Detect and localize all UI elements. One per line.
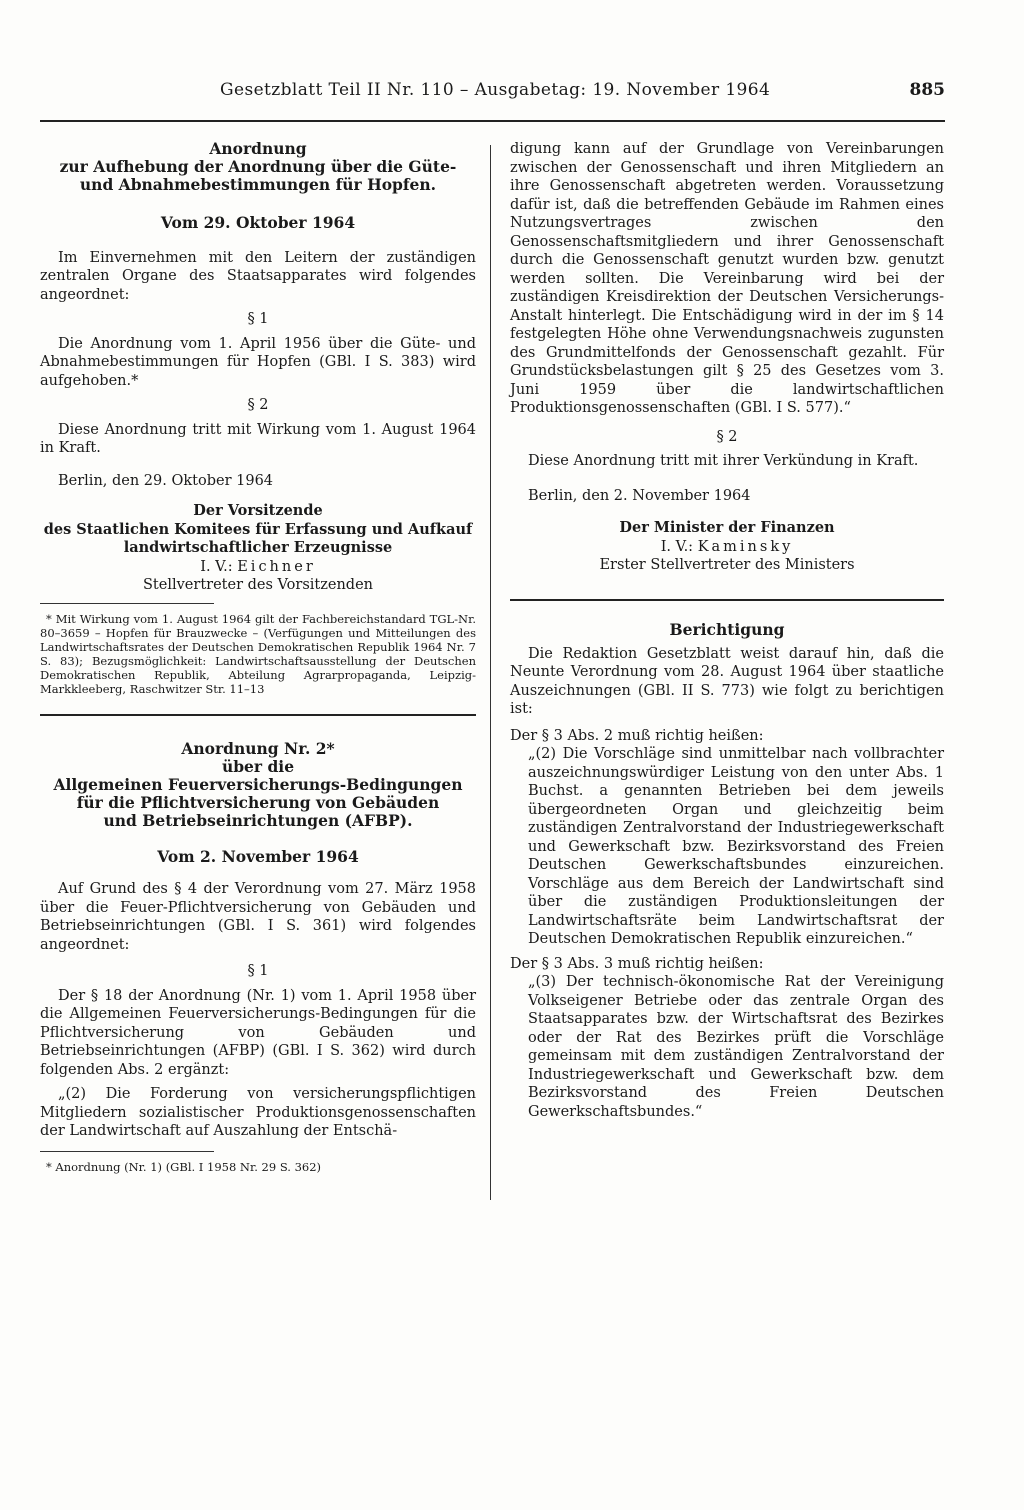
section-divider <box>510 599 944 601</box>
doc2-section-2: § 2 <box>716 428 738 445</box>
doc1-signer-role: Stellvertreter des Vorsitzenden <box>143 577 373 593</box>
doc1-title-line: zur Aufhebung der Anordnung über die Güte- <box>59 157 457 176</box>
doc2-signer <box>510 538 944 557</box>
doc2-signature-line: Der Minister der Finanzen <box>619 519 835 536</box>
doc2-section-2-text: Diese Anordnung tritt mit ihrer Verkündung in Kraft. <box>528 453 919 469</box>
doc2-date: Vom 2. November 1964 <box>157 846 359 866</box>
doc2-title-line: Allgemeinen Feuerversicherungs-Bedingungen <box>53 774 463 794</box>
signer-name: Eichner <box>237 558 316 575</box>
doc2-title-line: über die <box>221 756 295 776</box>
iv-prefix: I. V.: <box>200 558 233 575</box>
doc1-title-line: Anordnung <box>209 139 307 158</box>
signer-name: Kaminsky <box>697 538 794 555</box>
doc2-title-line: Anordnung Nr. 2* <box>181 738 335 758</box>
doc1-section-2: § 2 <box>247 397 269 413</box>
doc2-footnote: * Anordnung (Nr. 1) (GBl. I 1958 Nr. 29 S. 362) <box>46 1159 322 1174</box>
correction-section <box>510 621 944 1122</box>
doc1-intro: Im Einvernehmen mit den Leitern der zuständigen zentralen Organe des Staatsapparates wird folgendes angeordnet: <box>40 249 476 303</box>
doc2-place-date: Berlin, den 2. November 1964 <box>528 487 751 504</box>
doc1-signer <box>40 558 476 577</box>
correction-quote-1: „(2) Die Vorschläge sind unmittelbar nach vollbrachter auszeichnungswürdiger Leistung von den unter Abs. 1 Buchst. a genannten Betrieben bei dem jeweils übergeordneten Organ und gleichzeitig beim zuständigen Zentralvorstand der Industriegewerkschaft und Gewerkschaft bzw. Bezirksvorstand des Freien Deutschen Gewerkschaftsbundes einzureichen. Vorschläge aus dem Bereich der Landwirtschaft sind über die zuständigen Produktionsleitungen der Landwirtschaftsräte beim Landwirtschaftsrat der Deutschen Demokratischen Republik einzureichen.“ <box>528 746 944 947</box>
doc1-place-date: Berlin, den 29. Oktober 1964 <box>58 472 274 489</box>
correction-lead-1: Der § 3 Abs. 2 muß richtig heißen: <box>510 727 764 744</box>
doc2-signer-role: Erster Stellvertreter des Ministers <box>599 557 855 573</box>
doc1-section-1: § 1 <box>247 311 269 327</box>
doc1-signature-line: Der Vorsitzende <box>193 502 323 519</box>
doc1-section-1-text: Die Anordnung vom 1. April 1956 über die Güte- und Abnahmebestimmungen für Hopfen (GBl. I S. 383) wird aufgehoben.* <box>40 335 476 389</box>
doc1-title <box>40 140 476 194</box>
doc2-section-1: § 1 <box>247 963 269 979</box>
doc2-section-1-text: Der § 18 der Anordnung (Nr. 1) vom 1. April 1958 über die Allgemeinen Feuerversicherungs-Bedingungen für die Pflichtversicherung von Gebäuden und Betriebseinrichtungen (AFBP) (GBl. I S. 362) wird durch folgenden Abs. 2 ergänzt: <box>40 987 476 1078</box>
doc2-title-line: für die Pflichtversicherung von Gebäuden <box>76 792 440 812</box>
doc1-signature-line: landwirtschaftlicher Erzeugnisse <box>123 539 393 556</box>
correction-quote-2: „(3) Der technisch-ökonomische Rat der Vereinigung Volkseigener Betriebe oder das zentrale Organ des Staatsapparates bzw. der Wirtschaftsrat des Bezirkes oder der Rat des Bezirkes prüft die Vorschläge gemeinsam mit dem zuständigen Zentralvorstand der Industriegewerkschaft und Gewerkschaft bzw. dem Bezirksvorstand des Freien Deutschen Gewerkschaftsbundes.“ <box>528 974 944 1120</box>
doc2-quote-continued: digung kann auf der Grundlage von Vereinbarungen zwischen der Genossenschaft und ihren Mitgliedern an ihre Genossenschaft abgetreten werden. Voraussetzung dafür ist, daß die betreffenden Gebäude im Rahmen eines Nutzungsvertrages zwischen den Genossenschaftsmitgliedern und ihrer Genossenschaft durch die Genossenschaft genutzt wurden bzw. genutzt werden sollten. Die Vereinbarung wird bei der zuständigen Kreisdirektion der Deutschen Versicherungs-Anstalt hinterlegt. Die Entschädigung wird in der im § 14 festgelegten Höhe ohne Verwendungsnachweis zugunsten des Grundmittelfonds der Genossenschaft gezahlt. Für Grundstücksbelastungen gilt § 25 des Gesetzes vom 3. Juni 1959 über die landwirtschaftlichen Produktionsgenossenschaften (GBl. I S. 577).“ <box>510 141 944 416</box>
header-title: Gesetzblatt Teil II Nr. 110 – Ausgabetag: 19. November 1964 <box>220 80 771 100</box>
doc1-footnote: * Mit Wirkung vom 1. August 1964 gilt der Fachbereichstandard TGL-Nr. 80–3659 – Hopfen für Brauzwecke – (Verfügungen und Mitteilungen des Landwirtschaftsrates der Deutschen Demokratischen Republik 1964 Nr. 7 S. 83); Bezugsmöglichkeit: Landwirtschaftsausstellung der Deutschen Demokratischen Republik, Abteilung Agrarpropaganda, Leipzig-Markkleeberg, Raschwitzer Str. 11–13 <box>40 611 476 696</box>
header-rule <box>40 120 945 122</box>
page-number: 885 <box>909 80 945 100</box>
right-column <box>510 140 944 1121</box>
doc2-intro: Auf Grund des § 4 der Verordnung vom 27. März 1958 über die Feuer-Pflichtversicherung von Gebäuden und Betriebseinrichtungen (GBl. I S. 361) wird folgendes angeordnet: <box>40 881 476 953</box>
left-column <box>40 140 476 1174</box>
doc1-signature <box>40 502 476 595</box>
doc2-title-line: und Betriebseinrichtungen (AFBP). <box>103 810 413 830</box>
section-divider <box>40 714 476 716</box>
footnote-rule <box>40 1151 214 1152</box>
doc1-date: Vom 29. Oktober 1964 <box>160 213 356 232</box>
doc2-signature <box>510 519 944 575</box>
page-header <box>40 76 945 106</box>
doc2-quote-start: „(2) Die Forderung von versicherungspflichtigen Mitgliedern sozialistischer Produktionsgenossenschaften der Landwirtschaft auf Auszahlung der Entschä- <box>40 1086 476 1139</box>
iv-prefix: I. V.: <box>660 538 694 555</box>
doc2-title <box>40 740 476 830</box>
correction-intro: Die Redaktion Gesetzblatt weist darauf hin, daß die Neunte Verordnung vom 28. August 1964 über staatliche Auszeichnungen (GBl. II S. 773) wie folgt zu berichtigen ist: <box>510 645 944 717</box>
doc1-title-line: und Abnahmebestimmungen für Hopfen. <box>79 175 437 194</box>
correction-lead-2: Der § 3 Abs. 3 muß richtig heißen: <box>510 955 764 972</box>
doc1-signature-line: des Staatlichen Komitees für Erfassung und Aufkauf <box>43 520 473 538</box>
footnote-rule <box>40 603 214 604</box>
doc1-section-2-text: Diese Anordnung tritt mit Wirkung vom 1. August 1964 in Kraft. <box>40 421 476 456</box>
correction-title: Berichtigung <box>669 619 785 639</box>
column-divider <box>490 145 491 1200</box>
